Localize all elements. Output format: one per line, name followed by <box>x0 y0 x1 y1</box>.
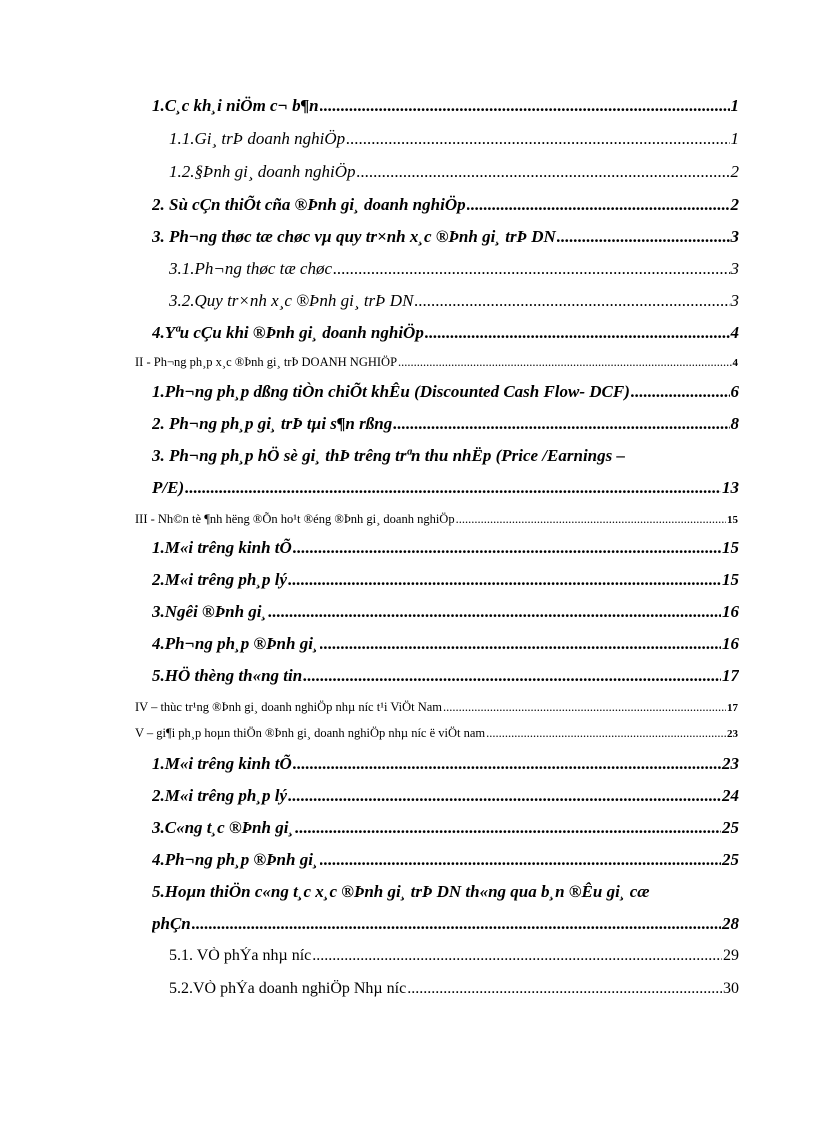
toc-page-number: 23 <box>722 754 739 773</box>
toc-entry-title: 1.C¸c kh¸i niÖm c¬ b¶n <box>152 96 319 115</box>
toc-entry-title: 5.HÖ thèng th«ng tin <box>152 666 303 685</box>
toc-entry-title: 2. Ph¬ng ph¸p gi¸ trÞ tµi s¶n rßng <box>152 414 393 433</box>
toc-entry-v-5-1[interactable] <box>169 947 739 965</box>
toc-entry-ii-1[interactable] <box>152 382 739 402</box>
toc-entry-ii-3[interactable] <box>152 446 739 466</box>
toc-section-v[interactable] <box>135 726 738 741</box>
toc-page-number: 3 <box>730 291 739 310</box>
toc-page-number: 2 <box>730 195 739 214</box>
toc-entry-title: 5.1. VÒ phÝa nhµ níc <box>169 947 312 964</box>
toc-entry-ii-3-cont[interactable] <box>152 478 739 498</box>
toc-leader-dots <box>293 754 721 774</box>
toc-page-number: 25 <box>722 850 739 869</box>
toc-entry-title: V – gi¶i ph¸p hoµn thiÖn ®Þnh gi¸ doanh nghiÖp nhµ níc ë viÖt nam <box>135 726 486 740</box>
toc-leader-dots <box>631 382 730 402</box>
toc-entry-3-2[interactable] <box>169 291 739 311</box>
toc-entry-title: 2. Sù cÇn thiÕt cña ®Þnh gi¸ doanh nghiÖp <box>152 195 466 214</box>
toc-page-number: 28 <box>722 914 739 933</box>
toc-entry-title: 4.Ph¬ng ph¸p ®Þnh gi¸ <box>152 634 319 653</box>
toc-entry-title: 1.2.§Þnh gi¸ doanh nghiÖp <box>169 162 356 181</box>
toc-entry-title: III - Nh©n tè ¶nh hëng ®Õn ho¹t ®éng ®Þnh gi¸ doanh nghiÖp <box>135 512 455 526</box>
toc-leader-dots <box>456 512 726 527</box>
toc-entry-3-1[interactable] <box>169 259 739 279</box>
toc-entry-v-1[interactable] <box>152 754 739 774</box>
toc-leader-dots <box>320 634 721 654</box>
toc-page-number: 4 <box>730 323 739 342</box>
toc-page-number: 15 <box>722 570 739 589</box>
toc-leader-dots <box>467 195 730 215</box>
toc-leader-dots <box>486 726 726 741</box>
toc-entry-title: P/E) <box>152 478 185 497</box>
toc-leader-dots <box>346 129 729 149</box>
toc-page-number: 3 <box>730 259 739 278</box>
toc-leader-dots <box>357 162 730 182</box>
toc-entry-title: 3.Ngêi ®Þnh gi¸ <box>152 602 268 621</box>
toc-page-number: 24 <box>722 786 739 805</box>
toc-entry-4[interactable] <box>152 323 739 343</box>
toc-page-number: 6 <box>730 382 739 401</box>
toc-leader-dots <box>320 96 730 116</box>
toc-leader-dots <box>557 227 730 247</box>
toc-entry-title: 5.Hoµn thiÖn c«ng t¸c x¸c ®Þnh gi¸ trÞ DN th«ng qua b¸n ®Êu gi¸ cæ <box>152 882 650 901</box>
toc-entry-title: 1.M«i trêng kinh tÕ <box>152 754 292 773</box>
toc-entry-title: 3. Ph¬ng ph¸p hÖ sè gi¸ thÞ trêng trªn thu nhËp (Price /Earnings – <box>152 446 625 465</box>
toc-leader-dots <box>425 323 730 343</box>
toc-entry-v-3[interactable] <box>152 818 739 838</box>
toc-entry-1[interactable] <box>152 96 739 116</box>
toc-entry-title: 1.M«i trêng kinh tÕ <box>152 538 292 557</box>
toc-leader-dots <box>320 850 721 870</box>
toc-leader-dots <box>407 980 722 998</box>
toc-entry-iii-1[interactable] <box>152 538 739 558</box>
toc-leader-dots <box>192 914 721 934</box>
toc-page-number: 8 <box>730 414 739 433</box>
toc-page-number: 16 <box>722 634 739 653</box>
toc-page-number: 29 <box>723 947 739 964</box>
toc-entry-title: 4.Ph¬ng ph¸p ®Þnh gi¸ <box>152 850 319 869</box>
toc-leader-dots <box>288 570 721 590</box>
toc-leader-dots <box>443 700 726 715</box>
toc-entry-title: 3.C«ng t¸c ®Þnh gi¸ <box>152 818 295 837</box>
toc-entry-v-5[interactable] <box>152 882 739 902</box>
toc-entry-title: 2.M«i trêng ph¸p lý <box>152 786 288 805</box>
toc-page-number: 1 <box>730 96 739 115</box>
toc-leader-dots <box>414 291 729 311</box>
toc-entry-title: 5.2.VÒ phÝa doanh nghiÖp Nhµ níc <box>169 980 407 997</box>
toc-entry-iii-4[interactable] <box>152 634 739 654</box>
toc-entry-3[interactable] <box>152 227 739 247</box>
toc-entry-iii-3[interactable] <box>152 602 739 622</box>
toc-leader-dots <box>268 602 721 622</box>
toc-page-number: 3 <box>730 227 739 246</box>
toc-entry-title: IV – thùc tr¹ng ®Þnh gi¸ doanh nghiÖp nhµ níc t¹i ViÖt Nam <box>135 700 442 714</box>
toc-leader-dots <box>312 947 722 965</box>
toc-entry-v-5-cont[interactable] <box>152 914 739 934</box>
toc-page-number: 15 <box>722 538 739 557</box>
toc-entry-title: 2.M«i trêng ph¸p lý <box>152 570 288 589</box>
toc-entry-title: 1.Ph¬ng ph¸p dßng tiÒn chiÕt khÊu (Discounted Cash Flow- DCF) <box>152 382 630 401</box>
toc-leader-dots <box>288 786 721 806</box>
toc-page-number: 4 <box>732 357 738 369</box>
toc-page-number: 16 <box>722 602 739 621</box>
toc-page-number: 1 <box>730 129 739 148</box>
toc-entry-iii-2[interactable] <box>152 570 739 590</box>
toc-section-iv[interactable] <box>135 700 738 715</box>
toc-section-iii[interactable] <box>135 512 738 527</box>
toc-page-number: 25 <box>722 818 739 837</box>
toc-leader-dots <box>295 818 721 838</box>
toc-leader-dots <box>398 355 731 370</box>
toc-leader-dots <box>393 414 729 434</box>
toc-page-number: 17 <box>727 702 738 714</box>
toc-entry-ii-2[interactable] <box>152 414 739 434</box>
toc-leader-dots <box>293 538 721 558</box>
toc-entry-v-4[interactable] <box>152 850 739 870</box>
toc-entry-title: phÇn <box>152 914 191 933</box>
toc-leader-dots <box>185 478 721 498</box>
toc-entry-2[interactable] <box>152 195 739 215</box>
toc-page-number: 30 <box>723 980 739 997</box>
toc-section-ii[interactable] <box>135 355 738 370</box>
toc-entry-v-5-2[interactable] <box>169 980 739 998</box>
toc-entry-1-2[interactable] <box>169 162 739 182</box>
toc-page-number: 17 <box>722 666 739 685</box>
toc-leader-dots <box>333 259 729 279</box>
toc-leader-dots <box>303 666 721 686</box>
toc-entry-iii-5[interactable] <box>152 666 739 686</box>
toc-entry-1-1[interactable] <box>169 129 739 149</box>
toc-page-number: 2 <box>730 162 739 181</box>
toc-entry-title: 3. Ph¬ng thøc tæ chøc vµ quy tr×nh x¸c ®Þnh gi¸ trÞ DN <box>152 227 556 246</box>
toc-page-number: 15 <box>727 514 738 526</box>
toc-entry-title: 4.Yªu cÇu khi ®Þnh gi¸ doanh nghiÖp <box>152 323 424 342</box>
toc-entry-title: II - Ph¬ng ph¸p x¸c ®Þnh gi¸ trÞ DOANH NGHIÖP <box>135 355 398 369</box>
toc-entry-title: 1.1.Gi¸ trÞ doanh nghiÖp <box>169 129 346 148</box>
toc-page-number: 23 <box>727 728 738 740</box>
toc-page-number: 13 <box>722 478 739 497</box>
toc-entry-title: 3.1.Ph¬ng thøc tæ chøc <box>169 259 333 278</box>
toc-entry-title: 3.2.Quy tr×nh x¸c ®Þnh gi¸ trÞ DN <box>169 291 414 310</box>
toc-entry-v-2[interactable] <box>152 786 739 806</box>
